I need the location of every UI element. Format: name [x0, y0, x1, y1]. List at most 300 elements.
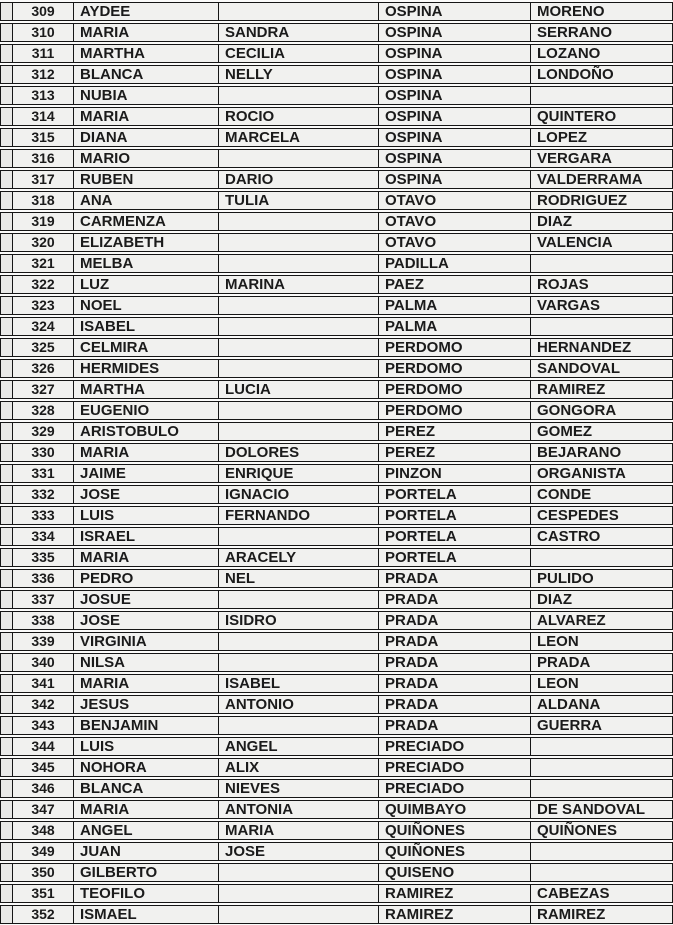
row-number-cell[interactable]: 313: [13, 86, 74, 105]
surname1-cell[interactable]: PEREZ: [379, 422, 531, 441]
row-number-cell[interactable]: 315: [13, 128, 74, 147]
surname1-cell[interactable]: PRADA: [379, 611, 531, 630]
surname2-cell[interactable]: RODRIGUEZ: [531, 191, 673, 210]
row-number-cell[interactable]: 332: [13, 485, 74, 504]
middle-name-cell[interactable]: FERNANDO: [219, 506, 379, 525]
row-gutter-cell: [0, 86, 13, 105]
surname2-cell[interactable]: PULIDO: [531, 569, 673, 588]
row-gutter-cell: [0, 23, 13, 42]
middle-name-cell[interactable]: MARINA: [219, 275, 379, 294]
first-name-cell[interactable]: MARTHA: [74, 44, 219, 63]
middle-name-cell[interactable]: ANTONIO: [219, 695, 379, 714]
row-number-cell[interactable]: 333: [13, 506, 74, 525]
table-row: [0, 548, 673, 567]
surname2-cell[interactable]: [531, 758, 673, 777]
table-row: [0, 653, 673, 672]
surname2-cell[interactable]: LEON: [531, 674, 673, 693]
table-row: [0, 842, 673, 861]
table-row: [0, 758, 673, 777]
surname2-cell[interactable]: [531, 779, 673, 798]
row-gutter-cell: [0, 569, 13, 588]
middle-name-cell[interactable]: [219, 338, 379, 357]
row-gutter-cell: [0, 338, 13, 357]
middle-name-cell[interactable]: JOSE: [219, 842, 379, 861]
row-number-cell[interactable]: 351: [13, 884, 74, 903]
table-row: [0, 401, 673, 420]
surname1-cell[interactable]: OSPINA: [379, 65, 531, 84]
table-row: [0, 485, 673, 504]
surname2-cell[interactable]: VERGARA: [531, 149, 673, 168]
row-gutter-cell: [0, 233, 13, 252]
surname2-cell[interactable]: GOMEZ: [531, 422, 673, 441]
table-row: [0, 107, 673, 126]
surname1-cell[interactable]: OSPINA: [379, 44, 531, 63]
row-number-cell[interactable]: 338: [13, 611, 74, 630]
table-row: [0, 506, 673, 525]
row-gutter-cell: [0, 884, 13, 903]
first-name-cell[interactable]: MARTHA: [74, 380, 219, 399]
middle-name-cell[interactable]: DARIO: [219, 170, 379, 189]
surname2-cell[interactable]: CABEZAS: [531, 884, 673, 903]
row-gutter-cell: [0, 317, 13, 336]
surname2-cell[interactable]: VARGAS: [531, 296, 673, 315]
row-gutter-cell: [0, 506, 13, 525]
middle-name-cell[interactable]: [219, 401, 379, 420]
row-number-cell[interactable]: 352: [13, 905, 74, 924]
middle-name-cell[interactable]: [219, 590, 379, 609]
surname1-cell[interactable]: PALMA: [379, 317, 531, 336]
row-number-cell[interactable]: 310: [13, 23, 74, 42]
row-number-cell[interactable]: 344: [13, 737, 74, 756]
surname2-cell[interactable]: [531, 86, 673, 105]
middle-name-cell[interactable]: [219, 653, 379, 672]
row-number-cell[interactable]: 341: [13, 674, 74, 693]
surname2-cell[interactable]: SERRANO: [531, 23, 673, 42]
row-gutter-cell: [0, 632, 13, 651]
table-row: [0, 863, 673, 882]
table-row: [0, 800, 673, 819]
middle-name-cell[interactable]: [219, 716, 379, 735]
row-gutter-cell: [0, 212, 13, 231]
row-number-cell[interactable]: 317: [13, 170, 74, 189]
row-gutter-cell: [0, 737, 13, 756]
first-name-cell[interactable]: VIRGINIA: [74, 632, 219, 651]
middle-name-cell[interactable]: [219, 212, 379, 231]
surname2-cell[interactable]: QUINTERO: [531, 107, 673, 126]
first-name-cell[interactable]: JUAN: [74, 842, 219, 861]
first-name-cell[interactable]: BENJAMIN: [74, 716, 219, 735]
row-number-cell[interactable]: 319: [13, 212, 74, 231]
row-gutter-cell: [0, 191, 13, 210]
surname1-cell[interactable]: PERDOMO: [379, 380, 531, 399]
surname1-cell[interactable]: QUISENO: [379, 863, 531, 882]
row-gutter-cell: [0, 716, 13, 735]
surname2-cell[interactable]: ALVAREZ: [531, 611, 673, 630]
first-name-cell[interactable]: CELMIRA: [74, 338, 219, 357]
row-number-cell[interactable]: 340: [13, 653, 74, 672]
surname2-cell[interactable]: [531, 842, 673, 861]
middle-name-cell[interactable]: SANDRA: [219, 23, 379, 42]
middle-name-cell[interactable]: ISIDRO: [219, 611, 379, 630]
surname2-cell[interactable]: LOPEZ: [531, 128, 673, 147]
row-gutter-cell: [0, 800, 13, 819]
row-number-cell[interactable]: 337: [13, 590, 74, 609]
middle-name-cell[interactable]: [219, 359, 379, 378]
surname1-cell[interactable]: OSPINA: [379, 23, 531, 42]
surname1-cell[interactable]: PERDOMO: [379, 401, 531, 420]
row-gutter-cell: [0, 422, 13, 441]
surname2-cell[interactable]: PRADA: [531, 653, 673, 672]
surname1-cell[interactable]: PEREZ: [379, 443, 531, 462]
row-number-cell[interactable]: 336: [13, 569, 74, 588]
first-name-cell[interactable]: PEDRO: [74, 569, 219, 588]
table-row: [0, 737, 673, 756]
row-number-cell[interactable]: 342: [13, 695, 74, 714]
surname2-cell[interactable]: HERNANDEZ: [531, 338, 673, 357]
table-row: [0, 359, 673, 378]
surname2-cell[interactable]: [531, 254, 673, 273]
middle-name-cell[interactable]: MARCELA: [219, 128, 379, 147]
row-number-cell[interactable]: 331: [13, 464, 74, 483]
table-row: [0, 443, 673, 462]
first-name-cell[interactable]: MARIA: [74, 107, 219, 126]
surname1-cell[interactable]: PORTELA: [379, 548, 531, 567]
row-gutter-cell: [0, 674, 13, 693]
surname2-cell[interactable]: VALENCIA: [531, 233, 673, 252]
table-row: [0, 527, 673, 546]
first-name-cell[interactable]: MARIO: [74, 149, 219, 168]
row-number-cell[interactable]: 324: [13, 317, 74, 336]
first-name-cell[interactable]: MARIA: [74, 443, 219, 462]
first-name-cell[interactable]: NOEL: [74, 296, 219, 315]
first-name-cell[interactable]: HERMIDES: [74, 359, 219, 378]
first-name-cell[interactable]: NOHORA: [74, 758, 219, 777]
middle-name-cell[interactable]: [219, 149, 379, 168]
surname2-cell[interactable]: CONDE: [531, 485, 673, 504]
middle-name-cell[interactable]: [219, 905, 379, 924]
row-number-cell[interactable]: 312: [13, 65, 74, 84]
surname1-cell[interactable]: PRECIADO: [379, 737, 531, 756]
middle-name-cell[interactable]: [219, 317, 379, 336]
first-name-cell[interactable]: JESUS: [74, 695, 219, 714]
surname2-cell[interactable]: MORENO: [531, 2, 673, 21]
middle-name-cell[interactable]: NEL: [219, 569, 379, 588]
table-row: [0, 611, 673, 630]
surname1-cell[interactable]: RAMIREZ: [379, 884, 531, 903]
middle-name-cell[interactable]: [219, 254, 379, 273]
row-gutter-cell: [0, 485, 13, 504]
surname1-cell[interactable]: PINZON: [379, 464, 531, 483]
table-row: [0, 296, 673, 315]
table-row: [0, 212, 673, 231]
table-row: [0, 233, 673, 252]
row-gutter-cell: [0, 863, 13, 882]
table-row: [0, 275, 673, 294]
surname2-cell[interactable]: VALDERRAMA: [531, 170, 673, 189]
row-number-cell[interactable]: 311: [13, 44, 74, 63]
row-number-cell[interactable]: 347: [13, 800, 74, 819]
first-name-cell[interactable]: ISMAEL: [74, 905, 219, 924]
surname2-cell[interactable]: DE SANDOVAL: [531, 800, 673, 819]
surname1-cell[interactable]: PRECIADO: [379, 758, 531, 777]
surname1-cell[interactable]: QUIMBAYO: [379, 800, 531, 819]
middle-name-cell[interactable]: TULIA: [219, 191, 379, 210]
middle-name-cell[interactable]: [219, 884, 379, 903]
row-gutter-cell: [0, 695, 13, 714]
surname1-cell[interactable]: OSPINA: [379, 2, 531, 21]
names-table-body: [0, 2, 673, 924]
first-name-cell[interactable]: BLANCA: [74, 65, 219, 84]
first-name-cell[interactable]: MARIA: [74, 800, 219, 819]
row-gutter-cell: [0, 905, 13, 924]
surname1-cell[interactable]: PRADA: [379, 653, 531, 672]
first-name-cell[interactable]: LUZ: [74, 275, 219, 294]
first-name-cell[interactable]: ANGEL: [74, 821, 219, 840]
row-number-cell[interactable]: 339: [13, 632, 74, 651]
surname1-cell[interactable]: OSPINA: [379, 149, 531, 168]
surname1-cell[interactable]: PORTELA: [379, 527, 531, 546]
row-gutter-cell: [0, 275, 13, 294]
first-name-cell[interactable]: LUIS: [74, 737, 219, 756]
table-row: [0, 170, 673, 189]
row-number-cell[interactable]: 322: [13, 275, 74, 294]
row-gutter-cell: [0, 2, 13, 21]
surname2-cell[interactable]: ROJAS: [531, 275, 673, 294]
row-number-cell[interactable]: 309: [13, 2, 74, 21]
surname1-cell[interactable]: PERDOMO: [379, 359, 531, 378]
surname2-cell[interactable]: ORGANISTA: [531, 464, 673, 483]
surname1-cell[interactable]: PADILLA: [379, 254, 531, 273]
row-number-cell[interactable]: 326: [13, 359, 74, 378]
surname2-cell[interactable]: CESPEDES: [531, 506, 673, 525]
row-number-cell[interactable]: 346: [13, 779, 74, 798]
first-name-cell[interactable]: MARIA: [74, 23, 219, 42]
middle-name-cell[interactable]: ANTONIA: [219, 800, 379, 819]
first-name-cell[interactable]: MARIA: [74, 674, 219, 693]
row-gutter-cell: [0, 611, 13, 630]
row-number-cell[interactable]: 335: [13, 548, 74, 567]
first-name-cell[interactable]: NILSA: [74, 653, 219, 672]
surname1-cell[interactable]: PRADA: [379, 674, 531, 693]
surname1-cell[interactable]: PAEZ: [379, 275, 531, 294]
middle-name-cell[interactable]: ARACELY: [219, 548, 379, 567]
middle-name-cell[interactable]: ALIX: [219, 758, 379, 777]
surname1-cell[interactable]: PRADA: [379, 632, 531, 651]
first-name-cell[interactable]: AYDEE: [74, 2, 219, 21]
surname2-cell[interactable]: CASTRO: [531, 527, 673, 546]
surname2-cell[interactable]: QUIÑONES: [531, 821, 673, 840]
surname2-cell[interactable]: ALDANA: [531, 695, 673, 714]
row-gutter-cell: [0, 527, 13, 546]
row-gutter-cell: [0, 590, 13, 609]
row-gutter-cell: [0, 296, 13, 315]
middle-name-cell[interactable]: ROCIO: [219, 107, 379, 126]
row-gutter-cell: [0, 149, 13, 168]
first-name-cell[interactable]: DIANA: [74, 128, 219, 147]
table-row: [0, 821, 673, 840]
surname2-cell[interactable]: DIAZ: [531, 212, 673, 231]
surname1-cell[interactable]: QUIÑONES: [379, 821, 531, 840]
surname1-cell[interactable]: PERDOMO: [379, 338, 531, 357]
row-number-cell[interactable]: 345: [13, 758, 74, 777]
surname2-cell[interactable]: LEON: [531, 632, 673, 651]
middle-name-cell[interactable]: ANGEL: [219, 737, 379, 756]
row-number-cell[interactable]: 314: [13, 107, 74, 126]
surname1-cell[interactable]: OSPINA: [379, 86, 531, 105]
surname1-cell[interactable]: PRADA: [379, 569, 531, 588]
surname2-cell[interactable]: GONGORA: [531, 401, 673, 420]
first-name-cell[interactable]: JOSUE: [74, 590, 219, 609]
surname2-cell[interactable]: [531, 548, 673, 567]
row-number-cell[interactable]: 323: [13, 296, 74, 315]
surname1-cell[interactable]: OTAVO: [379, 212, 531, 231]
surname1-cell[interactable]: OTAVO: [379, 191, 531, 210]
row-number-cell[interactable]: 316: [13, 149, 74, 168]
row-number-cell[interactable]: 325: [13, 338, 74, 357]
middle-name-cell[interactable]: [219, 863, 379, 882]
row-gutter-cell: [0, 65, 13, 84]
first-name-cell[interactable]: ELIZABETH: [74, 233, 219, 252]
middle-name-cell[interactable]: [219, 422, 379, 441]
surname2-cell[interactable]: RAMIREZ: [531, 905, 673, 924]
surname2-cell[interactable]: DIAZ: [531, 590, 673, 609]
row-number-cell[interactable]: 328: [13, 401, 74, 420]
first-name-cell[interactable]: ISABEL: [74, 317, 219, 336]
middle-name-cell[interactable]: [219, 2, 379, 21]
table-row: [0, 779, 673, 798]
middle-name-cell[interactable]: [219, 86, 379, 105]
surname2-cell[interactable]: BEJARANO: [531, 443, 673, 462]
table-row: [0, 128, 673, 147]
row-gutter-cell: [0, 821, 13, 840]
table-row: [0, 380, 673, 399]
table-row: [0, 905, 673, 924]
first-name-cell[interactable]: ISRAEL: [74, 527, 219, 546]
first-name-cell[interactable]: CARMENZA: [74, 212, 219, 231]
first-name-cell[interactable]: BLANCA: [74, 779, 219, 798]
row-gutter-cell: [0, 548, 13, 567]
row-gutter-cell: [0, 464, 13, 483]
row-gutter-cell: [0, 779, 13, 798]
first-name-cell[interactable]: GILBERTO: [74, 863, 219, 882]
table-row: [0, 884, 673, 903]
surname2-cell[interactable]: LOZANO: [531, 44, 673, 63]
table-row: [0, 674, 673, 693]
row-gutter-cell: [0, 758, 13, 777]
row-gutter-cell: [0, 128, 13, 147]
first-name-cell[interactable]: MELBA: [74, 254, 219, 273]
row-number-cell[interactable]: 350: [13, 863, 74, 882]
row-number-cell[interactable]: 321: [13, 254, 74, 273]
row-gutter-cell: [0, 170, 13, 189]
row-number-cell[interactable]: 330: [13, 443, 74, 462]
surname2-cell[interactable]: LONDOÑO: [531, 65, 673, 84]
first-name-cell[interactable]: TEOFILO: [74, 884, 219, 903]
table-row: [0, 569, 673, 588]
row-gutter-cell: [0, 653, 13, 672]
first-name-cell[interactable]: JOSE: [74, 485, 219, 504]
row-gutter-cell: [0, 380, 13, 399]
first-name-cell[interactable]: EUGENIO: [74, 401, 219, 420]
middle-name-cell[interactable]: [219, 632, 379, 651]
middle-name-cell[interactable]: [219, 233, 379, 252]
surname2-cell[interactable]: [531, 317, 673, 336]
middle-name-cell[interactable]: CECILIA: [219, 44, 379, 63]
middle-name-cell[interactable]: ENRIQUE: [219, 464, 379, 483]
row-gutter-cell: [0, 401, 13, 420]
surname1-cell[interactable]: OSPINA: [379, 128, 531, 147]
middle-name-cell[interactable]: DOLORES: [219, 443, 379, 462]
middle-name-cell[interactable]: LUCIA: [219, 380, 379, 399]
row-number-cell[interactable]: 318: [13, 191, 74, 210]
table-row: [0, 632, 673, 651]
first-name-cell[interactable]: ARISTOBULO: [74, 422, 219, 441]
surname1-cell[interactable]: PRADA: [379, 590, 531, 609]
surname1-cell[interactable]: OTAVO: [379, 233, 531, 252]
table-row: [0, 317, 673, 336]
first-name-cell[interactable]: RUBEN: [74, 170, 219, 189]
middle-name-cell[interactable]: IGNACIO: [219, 485, 379, 504]
row-number-cell[interactable]: 334: [13, 527, 74, 546]
middle-name-cell[interactable]: MARIA: [219, 821, 379, 840]
surname1-cell[interactable]: QUIÑONES: [379, 842, 531, 861]
first-name-cell[interactable]: NUBIA: [74, 86, 219, 105]
row-gutter-cell: [0, 254, 13, 273]
surname2-cell[interactable]: SANDOVAL: [531, 359, 673, 378]
surname2-cell[interactable]: [531, 737, 673, 756]
first-name-cell[interactable]: JOSE: [74, 611, 219, 630]
table-row: [0, 44, 673, 63]
surname1-cell[interactable]: PRADA: [379, 716, 531, 735]
surname1-cell[interactable]: PALMA: [379, 296, 531, 315]
surname1-cell[interactable]: PRADA: [379, 695, 531, 714]
surname2-cell[interactable]: GUERRA: [531, 716, 673, 735]
row-number-cell[interactable]: 327: [13, 380, 74, 399]
row-gutter-cell: [0, 842, 13, 861]
row-number-cell[interactable]: 320: [13, 233, 74, 252]
table-row: [0, 23, 673, 42]
surname1-cell[interactable]: RAMIREZ: [379, 905, 531, 924]
table-row: [0, 191, 673, 210]
first-name-cell[interactable]: MARIA: [74, 548, 219, 567]
row-number-cell[interactable]: 329: [13, 422, 74, 441]
row-number-cell[interactable]: 343: [13, 716, 74, 735]
row-number-cell[interactable]: 349: [13, 842, 74, 861]
row-number-cell[interactable]: 348: [13, 821, 74, 840]
surname1-cell[interactable]: OSPINA: [379, 170, 531, 189]
table-row: [0, 590, 673, 609]
first-name-cell[interactable]: ANA: [74, 191, 219, 210]
middle-name-cell[interactable]: [219, 527, 379, 546]
middle-name-cell[interactable]: [219, 296, 379, 315]
middle-name-cell[interactable]: ISABEL: [219, 674, 379, 693]
first-name-cell[interactable]: JAIME: [74, 464, 219, 483]
row-gutter-cell: [0, 443, 13, 462]
middle-name-cell[interactable]: NELLY: [219, 65, 379, 84]
middle-name-cell[interactable]: NIEVES: [219, 779, 379, 798]
surname1-cell[interactable]: PORTELA: [379, 506, 531, 525]
table-row: [0, 464, 673, 483]
table-row: [0, 86, 673, 105]
surname2-cell[interactable]: [531, 863, 673, 882]
surname1-cell[interactable]: PRECIADO: [379, 779, 531, 798]
surname1-cell[interactable]: PORTELA: [379, 485, 531, 504]
table-row: [0, 2, 673, 21]
table-row: [0, 149, 673, 168]
surname2-cell[interactable]: RAMIREZ: [531, 380, 673, 399]
first-name-cell[interactable]: LUIS: [74, 506, 219, 525]
surname1-cell[interactable]: OSPINA: [379, 107, 531, 126]
